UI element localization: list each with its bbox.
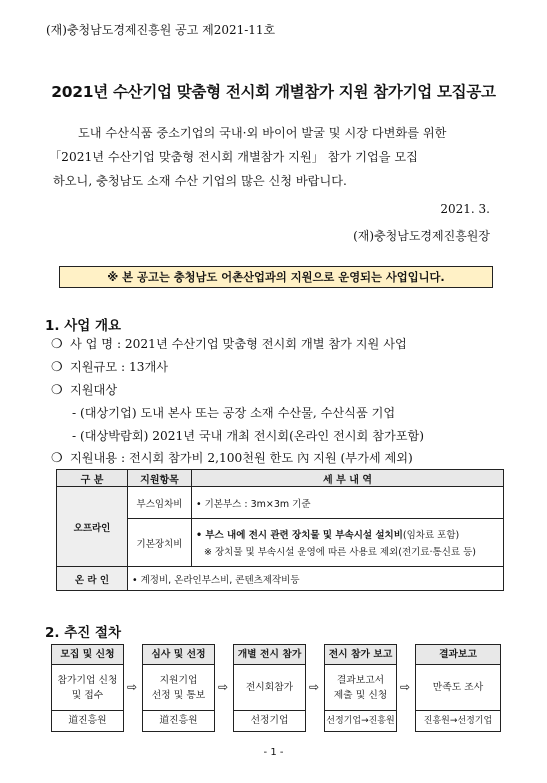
step-description: 결과보고서 제출 및 신청 <box>325 665 396 711</box>
step-owner: 道진흥원 <box>68 715 107 726</box>
step-description: 참가기업 신청 및 접수 <box>52 665 123 711</box>
procedure-step <box>233 644 306 732</box>
step-title: 심사 및 선정 <box>143 645 214 665</box>
circle-bullet-icon: ❍ <box>51 383 63 398</box>
table-header: 세 부 내 역 <box>192 470 504 487</box>
step-description: 지원기업 선정 및 통보 <box>143 665 214 711</box>
decor-note: ※ 장치물 및 부속시설 운영에 따른 사용료 제외(전기료·통신료 등) <box>204 547 476 558</box>
right-arrow-icon: ⇨ <box>218 680 229 694</box>
decor-detail-main: • 부스 내에 전시 관련 장치물 및 부속시설 설치비 <box>196 530 403 541</box>
procedure-step <box>324 644 397 732</box>
right-arrow-icon: ⇨ <box>400 680 411 694</box>
table-row <box>57 487 504 519</box>
decor-detail-tail: (임차료 포함) <box>402 530 460 541</box>
overview-item-project-name: ❍ 사 업 명 : 2021년 수산기업 맞춤형 전시회 개별 참가 지원 사업 <box>51 337 407 352</box>
support-table <box>56 469 504 591</box>
right-arrow-icon: ⇨ <box>127 680 138 694</box>
step-title: 모집 및 신청 <box>52 645 123 665</box>
category-offline: 오프라인 <box>57 487 128 567</box>
item-booth: 부스임차비 <box>128 487 192 519</box>
intro-line: 도내 수산식품 중소기업의 국내·외 바이어 발굴 및 시장 다변화를 위한 <box>78 126 447 140</box>
step-title: 결과보고 <box>416 645 500 665</box>
step-title: 전시 참가 보고 <box>325 645 396 665</box>
target-fair: - (대상박람회) 2021년 국내 개최 전시회(온라인 전시회 참가포함) <box>72 429 425 443</box>
procedure-step <box>142 644 215 732</box>
step-owner: 선정기업 <box>250 715 289 726</box>
step-owner: 진흥원→선정기업 <box>423 716 493 726</box>
item-decor: 기본장치비 <box>128 519 192 567</box>
issuer-name: (재)충청남도경제진흥원장 <box>353 229 490 243</box>
funding-notice: ※ 본 공고는 충청남도 어촌산업과의 지원으로 운영되는 사업입니다. <box>59 266 493 288</box>
overview-item-content: ❍ 지원내용 : 전시회 참가비 2,100천원 한도 內 지원 (부가세 제외) <box>51 451 413 466</box>
intro-line: 「2021년 수산기업 맞춤형 전시회 개별참가 지원」 참가 기업을 모집 <box>49 150 418 164</box>
category-online: 온 라 인 <box>57 567 128 591</box>
target-company: - (대상기업) 도내 본사 또는 공장 소재 수산물, 수산식품 기업 <box>72 406 396 420</box>
circle-bullet-icon: ❍ <box>51 360 63 375</box>
detail-online: • 계정비, 온라인부스비, 콘텐츠제작비등 <box>128 567 504 591</box>
step-description: 전시회참가 <box>234 665 305 711</box>
table-header-row <box>57 470 504 487</box>
right-arrow-icon: ⇨ <box>309 680 320 694</box>
section-heading-overview: 1. 사업 개요 <box>45 318 122 334</box>
step-title: 개별 전시 참가 <box>234 645 305 665</box>
step-owner: 선정기업→진흥원 <box>326 716 395 726</box>
table-header: 지원항목 <box>128 470 192 487</box>
overview-item-scale: ❍ 지원규모 : 13개사 <box>51 360 169 375</box>
intro-line: 하오니, 충청남도 소재 수산 기업의 많은 신청 바랍니다. <box>53 174 347 188</box>
procedure-step <box>51 644 124 732</box>
detail-decor <box>192 519 504 567</box>
step-owner: 道진흥원 <box>159 715 198 726</box>
page-number: - 1 - <box>263 747 284 758</box>
step-description: 만족도 조사 <box>416 665 500 711</box>
circle-bullet-icon: ❍ <box>51 451 63 466</box>
page-title: 2021년 수산기업 맞춤형 전시회 개별참가 지원 참가기업 모집공고 <box>51 83 496 101</box>
overview-item-target: ❍ 지원대상 <box>51 383 118 398</box>
table-row <box>57 567 504 591</box>
detail-booth: • 기본부스 : 3m×3m 기준 <box>192 487 504 519</box>
announcement-date: 2021. 3. <box>440 202 490 216</box>
section-heading-procedure: 2. 추진 절차 <box>45 625 122 641</box>
table-header: 구 분 <box>57 470 128 487</box>
circle-bullet-icon: ❍ <box>51 337 63 352</box>
procedure-step <box>415 644 501 732</box>
intro-paragraph <box>49 121 501 193</box>
procedure-flow <box>51 644 507 732</box>
announcement-number: (재)충청남도경제진흥원 공고 제2021-11호 <box>46 23 276 37</box>
